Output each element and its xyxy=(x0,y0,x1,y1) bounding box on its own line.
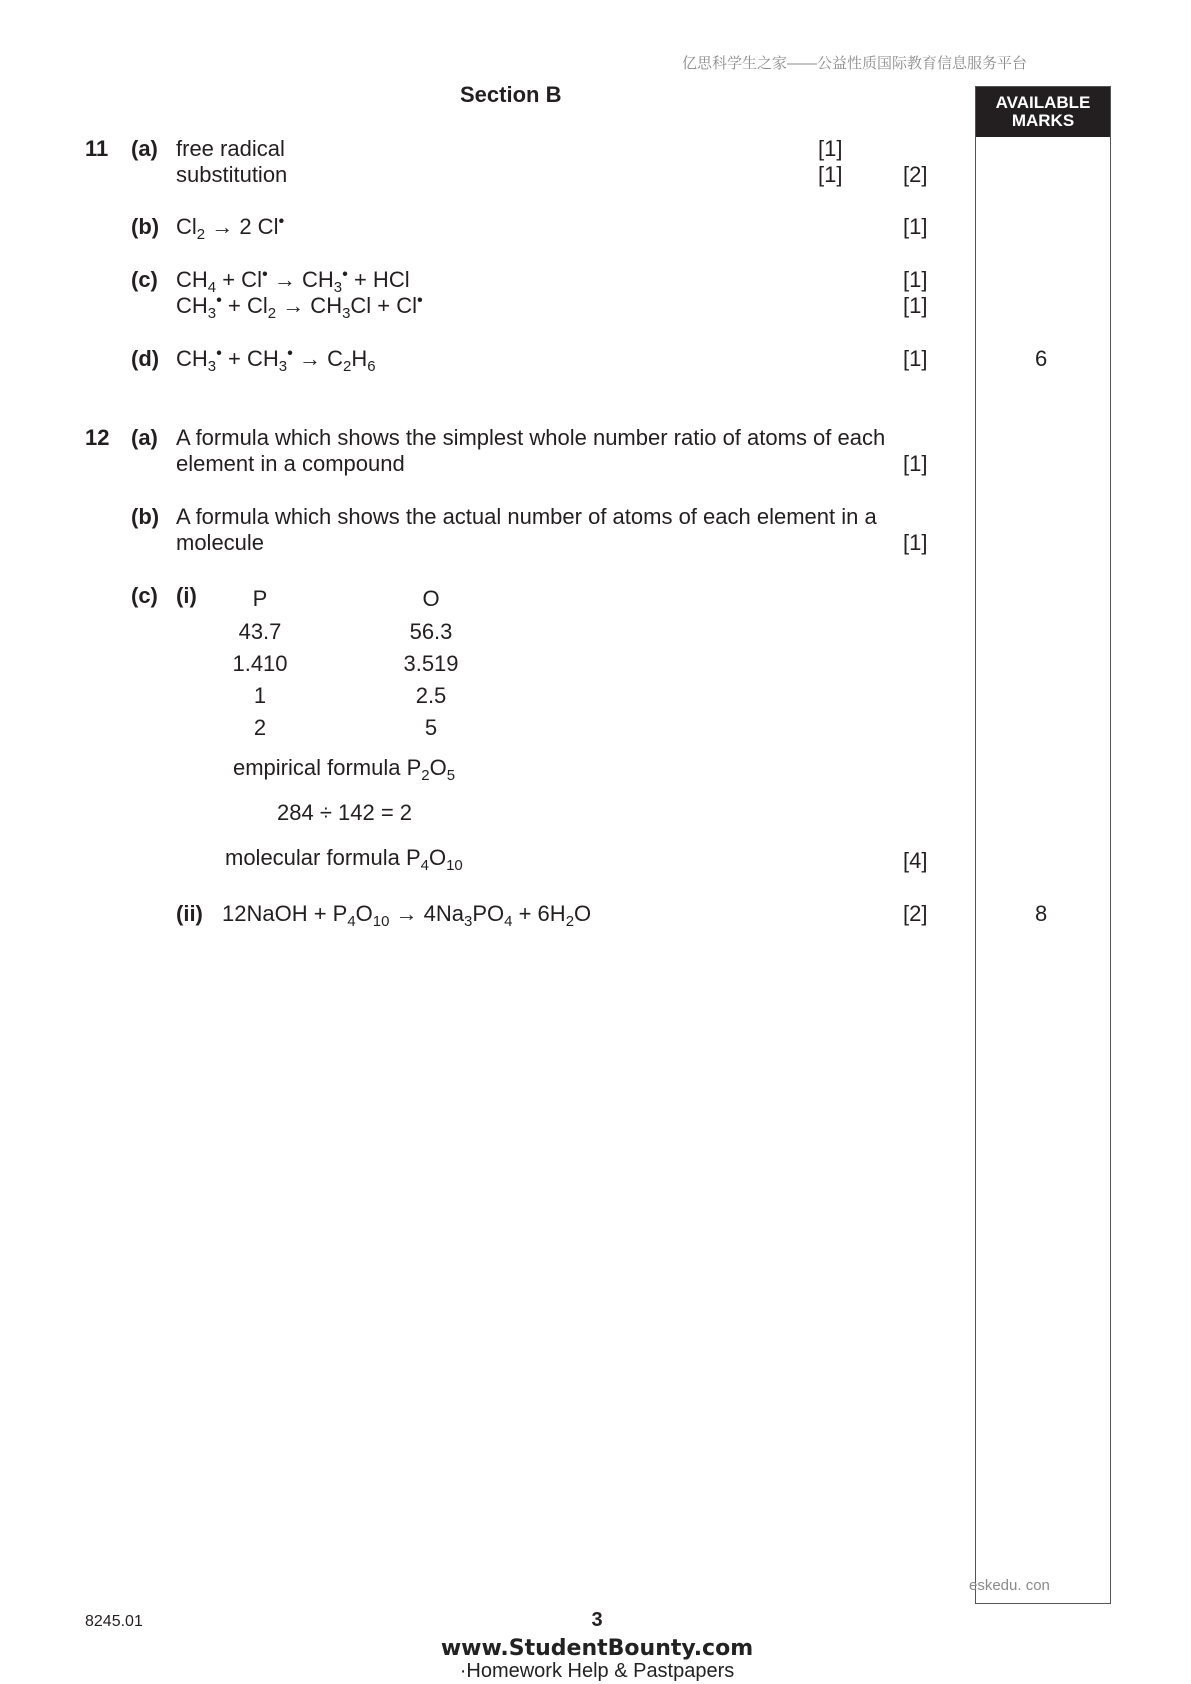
q11c-label: (c) xyxy=(131,267,158,292)
q11c-mark1: [1] xyxy=(903,267,928,292)
ratio-header-p: P xyxy=(252,586,268,611)
ratio-cell-mass-o: 56.3 xyxy=(409,619,453,644)
q12b-line2: molecule xyxy=(176,530,265,555)
ratio-header-o: O xyxy=(422,586,440,611)
bottom-watermark: eskedu. con xyxy=(969,1577,1050,1594)
q11a-mark1: [1] xyxy=(818,136,843,161)
ratio-cell-mass-p: 43.7 xyxy=(238,619,282,644)
molecular-formula: molecular formula $P_4O_{10}$ xyxy=(225,845,463,874)
available-marks-header xyxy=(976,87,1110,137)
q12-number: 12 xyxy=(85,425,110,450)
q11c-equation1: $CH_4 + Cl^• \to CH_3^•$ + HCl xyxy=(176,265,410,296)
ratio-cell-ratio-p: 1 xyxy=(253,683,267,708)
studentbounty-logo-line1: www.StudentBounty.com xyxy=(440,1636,754,1661)
empirical-formula-text: empirical formula P xyxy=(233,755,422,780)
empirical-formula: empirical formula $P_2O_5$ xyxy=(233,755,456,784)
q11a-line1: free radical xyxy=(176,136,285,161)
q12c-label: (c) xyxy=(131,583,158,608)
ratio-cell-whole-o: 5 xyxy=(424,715,438,740)
q11a-total: [2] xyxy=(903,162,928,187)
q12b-mark: [1] xyxy=(903,530,928,555)
q11b-equation: $Cl_2 \to 2$ Cl• xyxy=(176,212,285,243)
top-watermark: 亿思科学生之家——公益性质国际教育信息服务平台 xyxy=(682,55,1028,72)
q12cii-equation: 12NaOH + $P_4O_{10} \to 4Na_3PO_4 + 6H_2O$ xyxy=(222,901,592,930)
q12-available-marks: 8 xyxy=(1035,901,1048,926)
q12a-line1: A formula which shows the simplest whole number ratio of atoms of each xyxy=(176,425,886,450)
q11c-mark2: [1] xyxy=(903,293,928,318)
q11a-line2: substitution xyxy=(176,162,288,187)
paper-code: 8245.01 xyxy=(85,1613,143,1630)
ratio-cell-ratio-o: 2.5 xyxy=(415,683,447,708)
q12ci-label: (i) xyxy=(176,583,197,608)
q12a-line2: element in a compound xyxy=(176,451,405,476)
division-calculation: 284 ÷ 142 = 2 xyxy=(277,800,413,825)
marks-header-line2: MARKS xyxy=(1011,111,1075,130)
q12b-label: (b) xyxy=(131,504,160,529)
section-title: Section B xyxy=(460,82,562,107)
q12cii-label: (ii) xyxy=(176,901,203,926)
q11-available-marks: 6 xyxy=(1035,346,1048,371)
molecular-formula-text: molecular formula P xyxy=(225,845,421,870)
marks-header-line1: AVAILABLE xyxy=(995,93,1091,113)
q11b-label: (b) xyxy=(131,214,160,239)
q12a-label: (a) xyxy=(131,425,158,450)
available-marks-column xyxy=(975,86,1111,1604)
studentbounty-logo-line2: ·Homework Help & Pastpapers xyxy=(459,1660,735,1682)
q11-number: 11 xyxy=(85,136,109,161)
ratio-cell-moles-p: 1.410 xyxy=(232,651,288,676)
q12ci-mark: [4] xyxy=(903,848,928,873)
q11d-label: (d) xyxy=(131,346,160,371)
page-number: 3 xyxy=(591,1609,603,1631)
q11d-equation: $CH_3^• + CH_3^• \to C_2H_6$ xyxy=(176,344,376,375)
q11b-mark: [1] xyxy=(903,214,928,239)
q12cii-mark: [2] xyxy=(903,901,928,926)
q12b-line1: A formula which shows the actual number of atoms of each element in a xyxy=(176,504,877,529)
q11c-equation2: $CH_3^• + Cl_2 \to CH_3Cl + Cl^•$ xyxy=(176,291,423,322)
q12a-mark: [1] xyxy=(903,451,928,476)
ratio-cell-whole-p: 2 xyxy=(253,715,267,740)
q11d-mark: [1] xyxy=(903,346,928,371)
q11a-mark2: [1] xyxy=(818,162,843,187)
ratio-cell-moles-o: 3.519 xyxy=(403,651,459,676)
q11a-label: (a) xyxy=(131,136,158,161)
